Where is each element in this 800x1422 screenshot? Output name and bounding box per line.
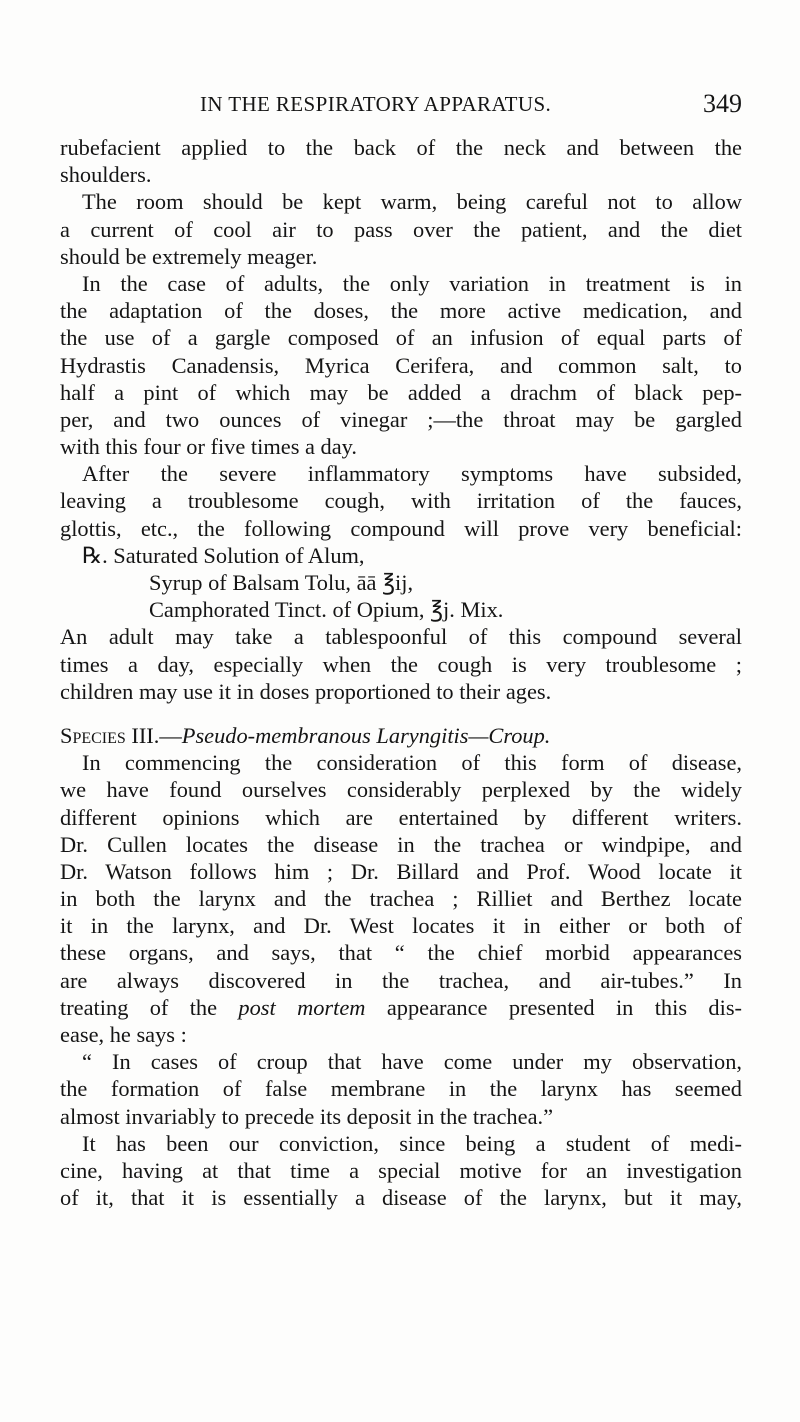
page-number: 349 (703, 89, 742, 118)
text-run: treating of the (60, 994, 239, 1020)
text-line (60, 994, 742, 1021)
text-line: we have found ourselves considerably perplexed by the widely (60, 777, 742, 803)
text-line: Dr. Cullen locates the disease in the trachea or windpipe, and (60, 831, 742, 857)
prescription-line: Syrup of Balsam Tolu, āā ℥ij, (149, 570, 414, 595)
text-line: children may use it in doses proportioned to their ages. (60, 678, 552, 704)
section-heading-label: Species III.— (60, 722, 182, 748)
running-title: IN THE RESPIRATORY APPARATUS. (200, 92, 552, 116)
section-heading (60, 722, 742, 749)
quote-line: almost invariably to precede its deposit in the trachea.” (60, 1103, 554, 1129)
text-line: leaving a troublesome cough, with irritation of the fauces, (60, 488, 742, 514)
text-line: half a pint of which may be added a drachm of black pep- (60, 379, 742, 405)
text-line: with this four or five times a day. (60, 434, 358, 460)
quote-line: the formation of false membrane in the larynx has seemed (60, 1076, 742, 1102)
prescription-line: ℞. Saturated Solution of Alum, (82, 542, 365, 568)
text-line: In the case of adults, the only variation in treatment is in (82, 270, 742, 296)
text-line: cine, having at that time a special motive for an investigation (60, 1157, 742, 1183)
text-line: It has been our conviction, since being a student of medi- (82, 1130, 742, 1156)
text-run: appearance presented in this dis- (365, 994, 742, 1020)
italic-term: post mortem (238, 994, 366, 1020)
text-line: Hydrastis Canadensis, Myrica Cerifera, and common salt, to (60, 352, 742, 378)
section-gap (60, 705, 742, 722)
text-line: glottis, etc., the following compound will prove very beneficial: (60, 515, 742, 541)
page-body (60, 134, 742, 1211)
text-line: shoulders. (60, 162, 152, 188)
text-line: are always discovered in the trachea, and air-tubes.” In (60, 967, 742, 993)
prescription-line: Camphorated Tinct. of Opium, ℥j. Mix. (149, 597, 504, 623)
text-line: should be extremely meager. (60, 243, 318, 269)
text-line: of it, that it is essentially a disease of the larynx, but it may, (60, 1185, 742, 1211)
text-line: per, and two ounces of vinegar ;—the throat may be gargled (60, 406, 742, 432)
text-line: in both the larynx and the trachea ; Rilliet and Berthez locate (60, 886, 742, 912)
text-line: Dr. Watson follows him ; Dr. Billard and Prof. Wood locate it (60, 858, 742, 884)
text-line: a current of cool air to pass over the patient, and the diet (60, 216, 742, 242)
text-line: In commencing the consideration of this form of disease, (82, 750, 742, 776)
page-header (60, 89, 742, 122)
text-line: The room should be kept warm, being careful not to allow (82, 189, 742, 215)
text-line: the use of a gargle composed of an infusion of equal parts of (60, 325, 742, 351)
quote-line: “ In cases of croup that have come under my observation, (82, 1049, 742, 1075)
text-line: the adaptation of the doses, the more active medication, and (60, 298, 742, 324)
text-line: ease, he says : (60, 1022, 187, 1047)
text-line: these organs, and says, that “ the chief morbid appearances (60, 940, 742, 966)
text-line: different opinions which are entertained by different writers. (60, 804, 742, 830)
text-line: rubefacient applied to the back of the neck and between the (60, 135, 742, 160)
text-line: An adult may take a tablespoonful of this compound several (60, 624, 742, 650)
text-line: After the severe inflammatory symptoms have subsided, (82, 461, 742, 487)
section-heading-title: Pseudo-membranous Laryngitis—Croup. (181, 722, 551, 748)
text-line: times a day, especially when the cough is very troublesome ; (60, 651, 742, 677)
text-line: it in the larynx, and Dr. West locates it in either or both of (60, 913, 742, 939)
